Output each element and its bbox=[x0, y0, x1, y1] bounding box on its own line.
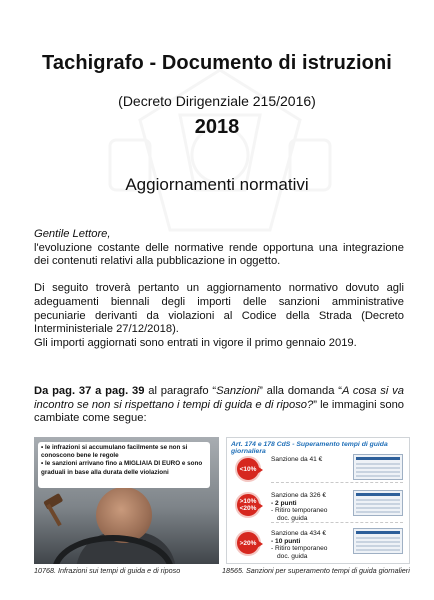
letter-body bbox=[34, 228, 404, 350]
document-subtitle: (Decreto Dirigenziale 215/2016) bbox=[118, 93, 316, 109]
letter-paragraph-2 bbox=[34, 282, 404, 350]
tachograph-thumbnail bbox=[353, 528, 403, 554]
threshold-badge-1: <10% bbox=[235, 456, 261, 482]
sanction-1-line-1: Sanzione da 41 € bbox=[271, 456, 323, 463]
threshold-badge-2: >10% <20% bbox=[235, 492, 261, 518]
tachograph-thumbnail bbox=[353, 454, 403, 480]
sanction-text-2 bbox=[271, 492, 351, 522]
arrow-icon bbox=[257, 466, 263, 474]
letter-text-1: l'evoluzione costante delle normative rende opportuna una integrazione dei contenuti relativi alla pubblicazione in oggetto. bbox=[34, 241, 404, 268]
question-text: A cosa si va incontro se non si rispettano i tempi di guida e di riposo? bbox=[34, 385, 404, 411]
letter-greeting: Gentile Lettore, bbox=[34, 228, 111, 240]
sanction-3-line-4: doc. guida bbox=[277, 552, 308, 560]
sanction-2-line-3: - Ritiro temporaneo bbox=[271, 507, 328, 515]
sanction-text-3 bbox=[271, 530, 351, 560]
paragraph-name: Sanzioni bbox=[216, 385, 260, 397]
sanctions-image bbox=[226, 437, 410, 564]
sanction-2-line-1: Sanzione da 326 € bbox=[271, 492, 326, 499]
intro-text-2: ” alla domanda “ bbox=[259, 385, 343, 397]
letter-text-2: Di seguito troverà pertanto un aggiornamento normativo dovuto agli adeguamenti biennali degli importi delle sanzioni amministrative pecuniarie derivanti da violazioni al Codice della Strada (Decreto Interministeriale 27/12/2018). bbox=[34, 282, 404, 336]
sanction-3-line-2: - 10 punti bbox=[271, 537, 301, 545]
sanction-row-2 bbox=[235, 488, 405, 520]
divider bbox=[271, 482, 403, 483]
intro-text-1: al paragrafo “ bbox=[144, 385, 217, 397]
letter-paragraph-1 bbox=[34, 228, 404, 269]
tachograph-thumbnail bbox=[353, 490, 403, 516]
infractions-bullet-2: • le sanzioni arrivano fino a MIGLIAIA DI EURO e sono graduali in base alla durata delle violazioni bbox=[41, 460, 203, 476]
arrow-icon bbox=[257, 540, 263, 548]
divider bbox=[271, 522, 403, 523]
infractions-image bbox=[34, 437, 219, 564]
sanction-2-line-4: doc. guida bbox=[277, 514, 308, 522]
gavel-icon bbox=[40, 491, 70, 531]
sanction-row-3 bbox=[235, 526, 405, 558]
document-year: 2018 bbox=[194, 116, 240, 138]
sanction-row-1 bbox=[235, 452, 405, 484]
image-2-caption: 18565. Sanzioni per superamento tempi di guida giornalieri bbox=[222, 566, 410, 575]
infractions-callout bbox=[38, 442, 210, 488]
sanction-text-1 bbox=[271, 456, 351, 464]
section-heading: Aggiornamenti normativi bbox=[125, 175, 309, 194]
image-1-caption: 10768. Infrazioni sui tempi di guida e di riposo bbox=[34, 566, 181, 575]
intro-text-3: ” le immagini sono cambiate come segue: bbox=[34, 398, 405, 425]
infractions-bullet-1: • le infrazioni si accumulano facilmente se non si conoscono bene le regole bbox=[41, 444, 188, 460]
sanction-3-line-1: Sanzione da 434 € bbox=[271, 530, 326, 537]
document-title: Tachigrafo - Documento di istruzioni bbox=[42, 52, 392, 74]
page-range: Da pag. 37 a pag. 39 bbox=[34, 385, 145, 397]
letter-text-3: Gli importi aggiornati sono entrati in vigore il primo gennaio 2019. bbox=[34, 336, 357, 349]
watermark-graphic bbox=[70, 60, 370, 250]
arrow-icon bbox=[257, 502, 263, 510]
threshold-badge-3: >20% bbox=[235, 530, 261, 556]
change-intro bbox=[34, 385, 404, 426]
sanctions-header: Art. 174 e 178 CdS - Superamento tempi di guida giornaliera bbox=[231, 441, 388, 455]
sanction-3-line-3: - Ritiro temporaneo bbox=[271, 545, 328, 553]
sanction-2-line-2: - 2 punti bbox=[271, 499, 297, 507]
